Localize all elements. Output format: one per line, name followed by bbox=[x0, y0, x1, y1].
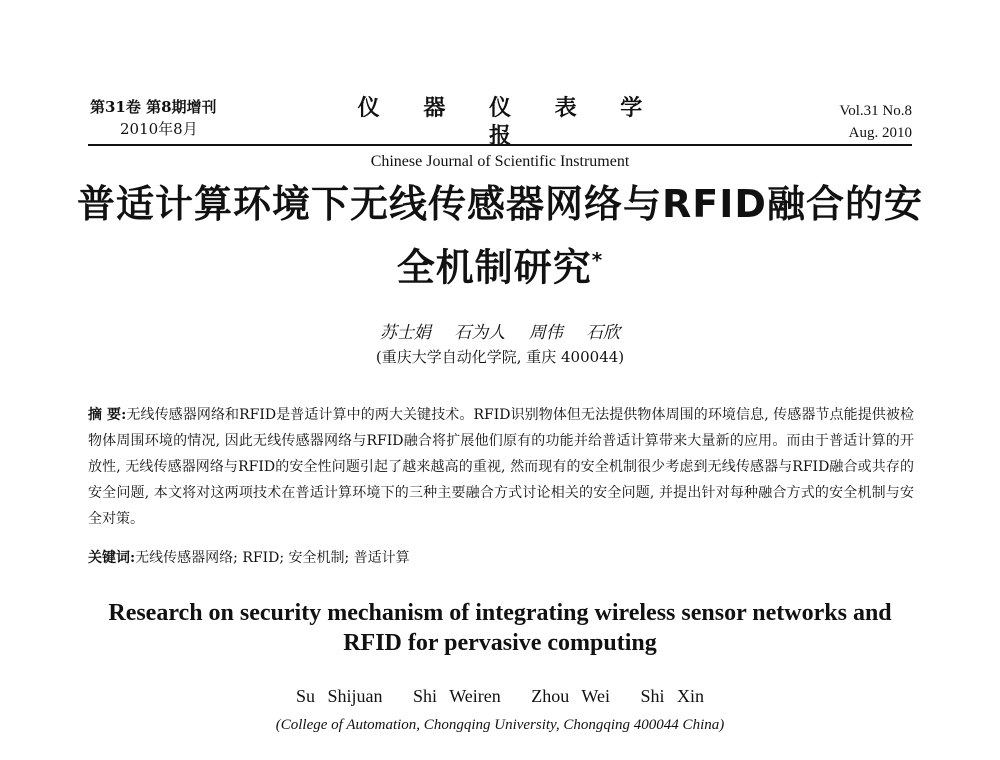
affiliation-en: (College of Automation, Chongqing University, Chongqing 400044 China) bbox=[275, 717, 725, 733]
abstract bbox=[88, 402, 914, 532]
abstract-label: 摘 要: bbox=[88, 407, 127, 423]
header-rule bbox=[88, 144, 912, 146]
authors-cn: 苏士娟 石为人 周伟 石欣 bbox=[379, 323, 621, 343]
keywords-label: 关键词: bbox=[88, 550, 136, 566]
title-footnote-mark: * bbox=[591, 248, 604, 272]
author-en: Zhou Wei bbox=[531, 686, 610, 706]
paper-title-cn bbox=[70, 176, 930, 296]
title-en-line2: RFID for pervasive computing bbox=[343, 630, 657, 656]
header-issue-info bbox=[90, 96, 217, 140]
journal-name-cn: 仪 器 仪 表 学 报 bbox=[357, 95, 661, 149]
header-vol-info bbox=[839, 100, 912, 144]
paper-title-en bbox=[80, 598, 920, 658]
date-en: Aug. 2010 bbox=[848, 125, 912, 141]
keywords bbox=[88, 546, 914, 570]
author-en: Shi Xin bbox=[640, 686, 704, 706]
affiliation-cn: (重庆大学自动化学院, 重庆 400044) bbox=[375, 348, 625, 366]
authors-en bbox=[0, 686, 1000, 707]
date-cn: 2010年8月 bbox=[120, 120, 198, 138]
volume-issue: 第31卷 第8期增刊 bbox=[90, 98, 217, 116]
abstract-text: 无线传感器网络和RFID是普适计算中的两大关键技术。RFID识别物体但无法提供物体周围的环境信息, 传感器节点能提供被检物体周围环境的情况, 因此无线传感器网络与RFID融合将扩展他们原有的功能并给普适计算带来大量新的应用。而由于普适计算的开放性, 无线传感器网络与RFID的安全性问题引起了越来越高的重视, 然而现有的安全机制很少考虑到无线传感器与RFID融合或共存的安全问题, 本文将对这两项技术在普适计算环境下的三种主要融合方式讨论相关的安全问题, 并提出针对每种融合方式的安全机制与安全对策。 bbox=[88, 407, 914, 527]
keywords-text: 无线传感器网络; RFID; 安全机制; 普适计算 bbox=[135, 550, 410, 566]
author-en: Su Shijuan bbox=[296, 686, 383, 706]
vol-no: Vol.31 No.8 bbox=[839, 103, 912, 119]
author-en: Shi Weiren bbox=[413, 686, 501, 706]
title-cn-line2: 全机制研究 bbox=[396, 245, 592, 290]
journal-name bbox=[330, 94, 670, 172]
title-cn-line1: 普适计算环境下无线传感器网络与RFID融合的安 bbox=[77, 182, 923, 226]
journal-name-en: Chinese Journal of Scientific Instrument bbox=[370, 153, 630, 170]
title-en-line1: Research on security mechanism of integrating wireless sensor networks and bbox=[108, 600, 892, 626]
